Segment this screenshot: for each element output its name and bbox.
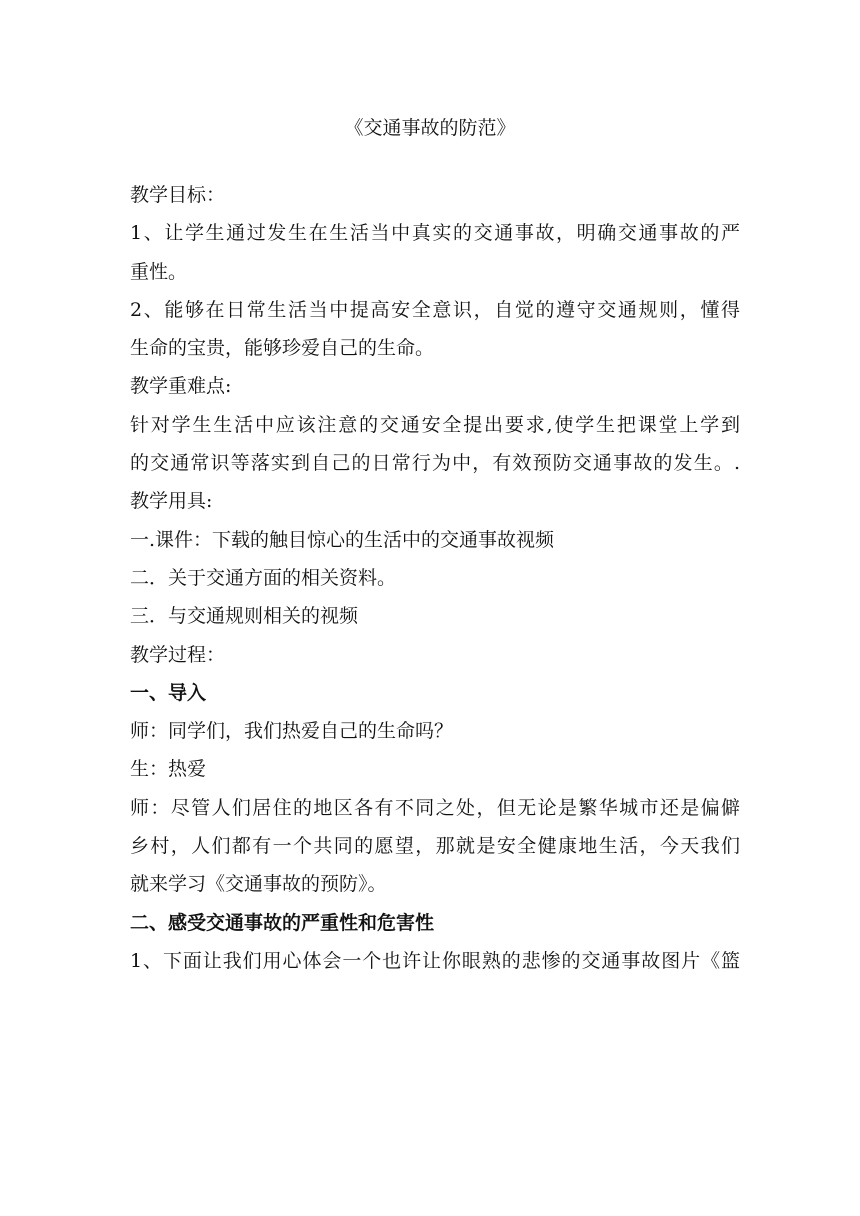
document-body — [130, 176, 740, 980]
paragraph-line: 三．与交通规则相关的视频 — [130, 605, 359, 628]
paragraph-line: 教学目标： — [130, 184, 226, 206]
paragraph-line: 师：尽管人们居住的地区各有不同之处，但无论是繁华城市还是偏僻 — [130, 796, 740, 819]
section-heading: 二、感受交通事故的严重性和危害性 — [130, 911, 435, 934]
paragraph-line: 教学重难点: — [130, 375, 232, 398]
paragraph-line: 生命的宝贵，能够珍爱自己的生命。 — [130, 337, 435, 360]
paragraph-line: 就来学习《交通事故的预防》。 — [130, 873, 387, 896]
paragraph-line: 教学过程： — [130, 643, 226, 666]
paragraph-line: 一.课件：下载的触目惊心的生活中的交通事故视频 — [130, 528, 555, 551]
paragraph-line: 1、让学生通过发生在生活当中真实的交通事故，明确交通事故的严 — [130, 222, 740, 245]
paragraph-line: 二．关于交通方面的相关资料。 — [130, 566, 397, 589]
paragraph-line: 重性。 — [130, 260, 188, 283]
paragraph-line: 教学用具: — [130, 490, 213, 513]
paragraph-line: 2、能够在日常生活当中提高安全意识，自觉的遵守交通规则，懂得 — [130, 298, 740, 321]
document-title: 《交通事故的防范》 — [344, 117, 516, 139]
paragraph-line: 的交通常识等落实到自己的日常行为中，有效预防交通事故的发生。. — [130, 452, 740, 475]
paragraph-line: 师：同学们，我们热爱自己的生命吗？ — [130, 720, 454, 743]
section-heading: 一、导入 — [130, 681, 207, 704]
paragraph-line: 生：热爱 — [130, 758, 207, 781]
paragraph-line: 乡村，人们都有一个共同的愿望，那就是安全健康地生活，今天我们 — [130, 835, 740, 858]
paragraph-line: 1、下面让我们用心体会一个也许让你眼熟的悲惨的交通事故图片《篮 — [130, 949, 740, 972]
paragraph-line: 针对学生生活中应该注意的交通安全提出要求,使学生把课堂上学到 — [130, 413, 740, 436]
